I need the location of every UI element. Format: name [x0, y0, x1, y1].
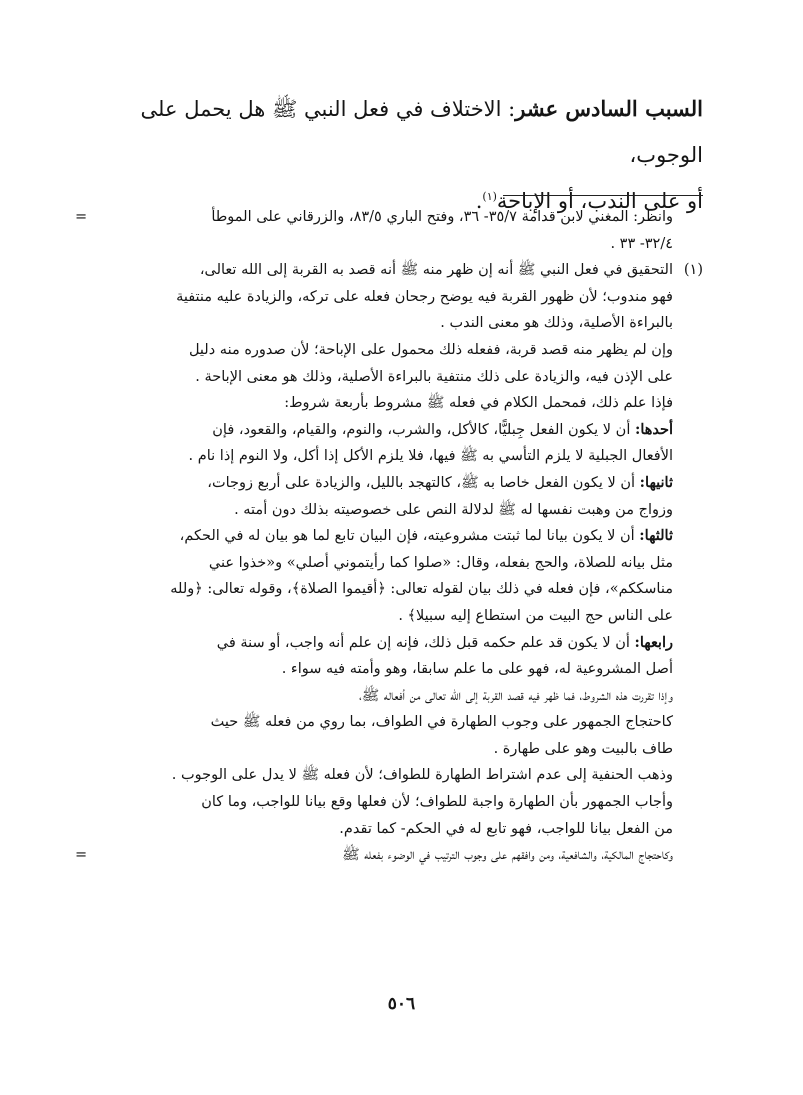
footnote-line: ثانيها: أن لا يكون الفعل خاصا به ﷺ، كالتهجد بالليل، والزيادة على أربع زوجات،	[207, 473, 673, 491]
footnote-line: مناسككم»، فإن فعله في ذلك بيان لقوله تعالى: ﴿أقيموا الصلاة﴾، وقوله تعالى: ﴿ولله	[170, 581, 673, 598]
footnote-line: الأفعال الجبلية لا يلزم التأسي به ﷺ فيها، فلا يلزم الأكل إذا أكل، ولا النوم إذا نام .	[188, 448, 673, 465]
heading-line-1	[83, 86, 703, 178]
footnote-line: بالبراءة الأصلية، وذلك هو معنى الندب .	[440, 315, 673, 332]
condition-label: ثالثها:	[639, 527, 673, 545]
heading-lead: السبب السادس عشر	[515, 96, 703, 121]
end-mark: =	[75, 847, 88, 864]
heading-line-2: أو على الندب، أو الإباحة$^{(١)}$.	[475, 189, 703, 213]
footnote-line: أصل المشروعية له، فهو على ما علم سابقا، وهو وأمته فيه سواء .	[281, 661, 673, 678]
footnote-line: على الناس حج البيت من استطاع إليه سبيلا﴾ .	[398, 607, 673, 624]
heading-line-1-rest: : الاختلاف في فعل النبي ﷺ هل يحمل على الوجوب،	[140, 97, 703, 167]
footnote-line: وذهب الحنفية إلى عدم اشتراط الطهارة للطواف؛ لأن فعله ﷺ لا يدل على الوجوب .	[171, 767, 673, 784]
footnote-continuation-line: وانظر: المغني لابن قدامة ٣٥/٧- ٣٦، وفتح الباري ٨٣/٥، والزرقاني على الموطأ =	[75, 204, 703, 231]
condition-label: رابعها:	[634, 633, 673, 651]
footnote-line: كاحتجاج الجمهور على وجوب الطهارة في الطواف، بما روي من فعله ﷺ حيث	[210, 714, 673, 731]
footnote-line: رابعها: أن لا يكون قد علم حكمه قبل ذلك، فإنه إن علم أنه واجب، أو سنة في	[216, 633, 673, 651]
footnote-number: (١)	[683, 262, 703, 279]
footnote-line: وزواج من وهبت نفسها له ﷺ لدلالة النص على خصوصيته بذلك دون أمته .	[234, 501, 673, 518]
condition-label: أحدها:	[634, 420, 673, 438]
footnote-line: وإذا تقررت هذه الشروط، فما ظهر فيه قصد القربة إلى الله تعالى من أفعاله ﷺ،	[359, 687, 673, 704]
footnote-line: فهو مندوب؛ لأن ظهور القربة فيه يوضح رجحان فعله على تركه، والزيادة عليه منتفية	[176, 288, 673, 305]
footnote-continuation-line: ٣٢/٤- ٣٣ .	[610, 235, 673, 252]
footnote-line: طاف بالبيت وهو على طهارة .	[493, 740, 673, 757]
footnote-divider	[503, 195, 703, 196]
footnote-line: وكاحتجاج المالكية، والشافعية، ومن وافقهم على وجوب الترتيب في الوضوء بفعله ﷺ =	[75, 842, 703, 869]
footnote-line: (١)التحقيق في فعل النبي ﷺ أنه إن ظهر منه ﷺ أنه قصد به القربة إلى الله تعالى،	[75, 257, 703, 284]
footnote-line: على الإذن فيه، والزيادة على ذلك منتفية بالبراءة الأصلية، وذلك هو معنى الإباحة .	[195, 368, 673, 385]
footnote-line: وإن لم يظهر منه قصد قربة، ففعله ذلك محمول على الإباحة؛ لأن صدوره منه دليل	[188, 341, 673, 358]
page-number: ٥٠٦	[387, 994, 416, 1014]
footnotes-block	[75, 204, 703, 869]
footnote-line: ثالثها: أن لا يكون بيانا لما ثبتت مشروعيته، فإن البيان تابع لما هو بيان له في الحكم،	[179, 527, 673, 545]
condition-label: ثانيها:	[639, 473, 673, 491]
footnote-line: مثل بيانه للصلاة، والحج بفعله، وقال: «صلوا كما رأيتموني أصلي» و«خذوا عني	[208, 554, 673, 571]
footnote-reference: (١)	[482, 190, 497, 203]
footnote-line: وأجاب الجمهور بأن الطهارة واجبة للطواف؛ لأن فعلها وقع بيانا للواجب، وما كان	[201, 794, 673, 811]
continuation-mark: =	[75, 209, 88, 225]
footnote-line: فإذا علم ذلك، فمحمل الكلام في فعله ﷺ مشروط بأربعة شروط:	[284, 395, 673, 412]
footnote-line: من الفعل بيانا للواجب، فهو تابع له في الحكم- كما تقدم.	[339, 820, 673, 837]
footnote-line: أحدها: أن لا يكون الفعل جِبليًّا، كالأكل، والشرب، والنوم، والقيام، والقعود، فإن	[212, 420, 673, 438]
